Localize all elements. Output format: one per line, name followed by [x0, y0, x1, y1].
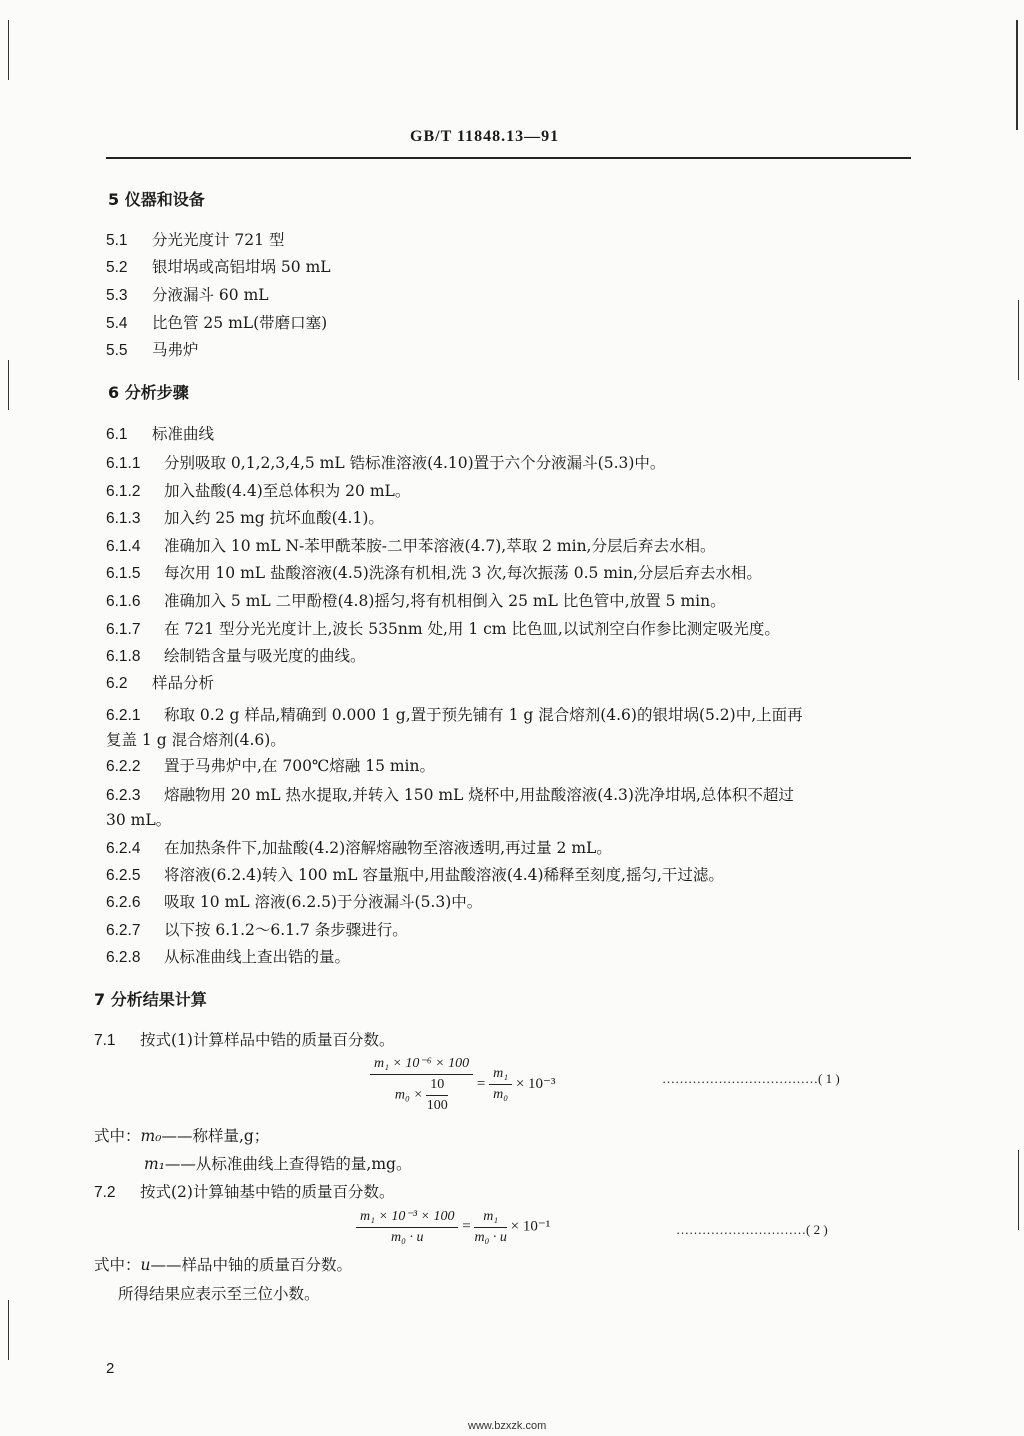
where-text: ——称样量,g；: [161, 1127, 270, 1145]
item-text: 每次用 10 mL 盐酸溶液(4.5)洗涤有机相,洗 3 次,每次振荡 0.5 min,分层后弃去水相。: [164, 564, 762, 582]
item-number: 6.1.6: [106, 593, 141, 610]
item-6-2-3: [106, 783, 794, 805]
item-number: 5.2: [106, 259, 128, 276]
item-number: 7.2: [94, 1184, 116, 1201]
item-6-2-1-cont: 复盖 1 g 混合熔剂(4.6)。: [106, 731, 286, 749]
item-text: 熔融物用 20 mL 热水提取,并转入 150 mL 烧杯中,用盐酸溶液(4.3)洗净坩埚,总体积不超过: [164, 786, 794, 804]
item-number: 6.2: [106, 675, 128, 692]
item-number: 6.2.6: [106, 894, 141, 911]
item-6-2: [106, 671, 214, 693]
item-6-2-3-cont: 30 mL。: [106, 811, 172, 829]
item-number: 5.5: [106, 342, 128, 359]
equation-2: [356, 1208, 550, 1246]
eq2-label: ( 2 ): [806, 1222, 828, 1237]
item-number: 6.2.3: [106, 787, 141, 804]
eq2-leader: [676, 1222, 828, 1238]
item-5-3: [106, 283, 269, 305]
item-number: 6.1.3: [106, 510, 141, 527]
item-number: 5.3: [106, 287, 128, 304]
item-6-1-4: [106, 534, 716, 556]
eq2-equals: =: [462, 1218, 471, 1235]
item-6-2-6: [106, 890, 482, 912]
where-symbol: m₀: [140, 1127, 162, 1145]
item-number: 6.2.1: [106, 707, 141, 724]
item-text: 样品分析: [152, 674, 215, 692]
equation-1: [370, 1055, 555, 1114]
eq2-rhs-fraction: [474, 1209, 506, 1246]
eq2-numerator: m₁ × 10⁻³ × 100: [356, 1208, 458, 1228]
item-number: 6.1: [106, 426, 128, 443]
item-number: 5.4: [106, 315, 128, 332]
item-6-2-7: [106, 918, 408, 940]
section-5-title: 5 仪器和设备: [108, 190, 205, 209]
item-text: 准确加入 5 mL 二甲酚橙(4.8)摇匀,将有机相倒入 25 mL 比色管中,放置 5 min。: [164, 592, 726, 610]
item-5-1: [106, 228, 284, 250]
item-text: 绘制锆含量与吸光度的曲线。: [164, 647, 366, 665]
eq1-leader: [662, 1071, 840, 1087]
item-text: 银坩埚或高铝坩埚 50 mL: [152, 258, 331, 276]
item-6-2-5: [106, 863, 724, 885]
item-text: 在加热条件下,加盐酸(4.2)溶解熔融物至溶液透明,再过量 2 mL。: [164, 839, 612, 857]
page-number: 2: [106, 1360, 115, 1377]
eq1-equals: =: [476, 1075, 486, 1092]
item-number: 6.2.2: [106, 758, 141, 775]
item-text: 置于马弗炉中,在 700℃熔融 15 min。: [164, 757, 435, 775]
item-6-1-7: [106, 617, 780, 639]
scan-edge-mark: [8, 360, 9, 410]
item-number: 6.2.5: [106, 867, 141, 884]
scan-edge-mark: [8, 1300, 9, 1360]
item-number: 6.1.1: [106, 455, 141, 472]
item-text: 以下按 6.1.2～6.1.7 条步骤进行。: [164, 921, 408, 939]
item-number: 6.1.8: [106, 648, 141, 665]
where-symbol: m₁: [144, 1155, 165, 1173]
item-6-1-6: [106, 589, 726, 611]
scan-edge-mark: [1016, 20, 1018, 130]
scan-edge-mark: [8, 20, 9, 80]
item-number: 6.1.4: [106, 538, 141, 555]
item-text: 按式(2)计算铀基中锆的质量百分数。: [140, 1183, 395, 1201]
eq1-inner-fraction: [426, 1077, 448, 1114]
where-symbol: u: [140, 1256, 151, 1274]
scan-edge-mark: [1018, 1150, 1019, 1230]
eq2-denominator: m₀ · u: [390, 1230, 424, 1245]
eq1-rhs-numerator: m₁: [489, 1066, 512, 1085]
eq1-inner-denominator: 100: [426, 1098, 448, 1113]
item-6-1: [106, 422, 214, 444]
section-7-title: 7 分析结果计算: [94, 990, 207, 1009]
section-6-title: 6 分析步骤: [108, 383, 189, 402]
item-number: 6.1.2: [106, 483, 141, 500]
item-number: 6.2.8: [106, 949, 141, 966]
footer-url: www.bzxzk.com: [468, 1420, 547, 1432]
item-text: 吸取 10 mL 溶液(6.2.5)于分液漏斗(5.3)中。: [164, 893, 483, 911]
item-text: 分别吸取 0,1,2,3,4,5 mL 锆标准溶液(4.10)置于六个分液漏斗(5.3)中。: [164, 454, 666, 472]
scan-edge-mark: [1018, 300, 1019, 380]
eq2-dots: …………………………: [676, 1222, 806, 1237]
item-text: 标准曲线: [152, 425, 215, 443]
eq2-rhs-numerator: m₁: [474, 1209, 506, 1228]
header-rule: [106, 157, 911, 159]
item-text: 按式(1)计算样品中锆的质量百分数。: [140, 1031, 395, 1049]
where1-line1: [94, 1124, 269, 1146]
item-7-2: [94, 1180, 394, 1202]
item-text: 分液漏斗 60 mL: [152, 286, 269, 304]
eq2-rhs-tail: × 10⁻¹: [510, 1218, 551, 1235]
where-text: ——从标准曲线上查得锆的量,mg。: [164, 1155, 412, 1173]
where-prefix: 式中：: [94, 1127, 141, 1145]
item-text: 比色管 25 mL(带磨口塞): [152, 314, 328, 332]
item-text: 加入盐酸(4.4)至总体积为 20 mL。: [164, 482, 411, 500]
eq1-denominator-m0: m₀ ×: [394, 1087, 423, 1103]
eq1-rhs-tail: × 10⁻³: [515, 1075, 556, 1092]
item-number: 7.1: [94, 1032, 116, 1049]
eq2-rhs-denominator: m₀ · u: [474, 1229, 507, 1245]
where-prefix: 式中：: [94, 1256, 141, 1274]
item-text: 在 721 型分光光度计上,波长 535nm 处,用 1 cm 比色皿,以试剂空白作参比测定吸光度。: [164, 620, 780, 638]
where-text: ——样品中铀的质量百分数。: [150, 1256, 353, 1274]
item-6-1-1: [106, 451, 665, 473]
item-number: 5.1: [106, 232, 128, 249]
item-6-2-1: [106, 703, 803, 725]
item-text: 加入约 25 mg 抗坏血酸(4.1)。: [164, 509, 384, 527]
eq1-inner-numerator: 10: [426, 1077, 448, 1096]
standard-code: GB/T 11848.13—91: [410, 128, 560, 145]
where2-line: [94, 1253, 352, 1275]
item-6-1-3: [106, 506, 384, 528]
item-5-2: [106, 255, 331, 277]
item-text: 称取 0.2 g 样品,精确到 0.000 1 g,置于预先铺有 1 g 混合熔剂(4.6)的银坩埚(5.2)中,上面再: [164, 706, 803, 724]
item-number: 6.2.7: [106, 922, 141, 939]
item-text: 分光光度计 721 型: [152, 231, 285, 249]
eq1-numerator: m₁ × 10⁻⁶ × 100: [370, 1055, 473, 1075]
eq1-dots: ………………………………: [662, 1071, 818, 1086]
eq1-rhs-fraction: [489, 1066, 512, 1103]
eq1-label: ( 1 ): [818, 1071, 840, 1086]
item-number: 6.2.4: [106, 840, 141, 857]
item-text: 准确加入 10 mL N-苯甲酰苯胺-二甲苯溶液(4.7),萃取 2 min,分层后弃去水相。: [164, 537, 716, 555]
item-5-4: [106, 311, 327, 333]
result-note: 所得结果应表示至三位小数。: [118, 1285, 320, 1303]
item-text: 从标准曲线上查出锆的量。: [164, 948, 351, 966]
item-number: 6.1.5: [106, 565, 141, 582]
item-number: 6.1.7: [106, 621, 141, 638]
item-text: 马弗炉: [152, 341, 199, 359]
item-6-2-2: [106, 754, 435, 776]
eq1-fraction: [370, 1055, 473, 1114]
eq2-fraction: [356, 1208, 458, 1246]
item-6-1-2: [106, 479, 410, 501]
where1-line2: [144, 1152, 411, 1174]
eq1-denominator: [370, 1075, 473, 1114]
item-6-1-5: [106, 561, 762, 583]
item-7-1: [94, 1028, 394, 1050]
eq1-rhs-denominator: m₀: [493, 1087, 509, 1102]
item-6-2-8: [106, 945, 350, 967]
item-text: 将溶液(6.2.4)转入 100 mL 容量瓶中,用盐酸溶液(4.4)稀释至刻度,摇匀,干过滤。: [164, 866, 724, 884]
item-5-5: [106, 338, 199, 360]
item-6-1-8: [106, 644, 366, 666]
item-6-2-4: [106, 836, 612, 858]
